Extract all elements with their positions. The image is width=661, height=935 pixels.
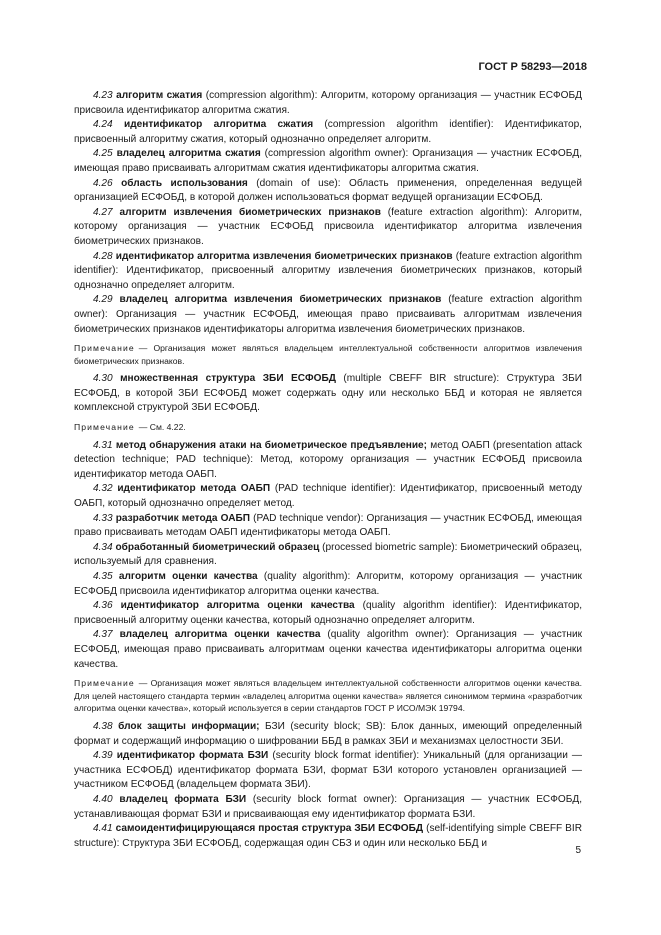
term-number: 4.39 — [93, 750, 117, 762]
term-entry — [74, 147, 582, 176]
term-name: идентификатор формата БЗИ — [116, 750, 269, 762]
note-label: Примечание — [74, 678, 135, 689]
note-text: — Организация может являться владельцем интеллектуальной собственности алгоритмов извлечения биометрических признаков. — [74, 343, 582, 366]
term-name: идентификатор метода ОАБП — [117, 483, 271, 495]
term-name: владелец алгоритма оценки качества — [119, 629, 321, 641]
term-number: 4.24 — [93, 119, 124, 131]
term-name: идентификатор алгоритма извлечения биометрических признаков — [115, 250, 453, 262]
term-name: алгоритм извлечения биометрических признаков — [119, 206, 381, 218]
term-entry — [74, 118, 582, 147]
term-entry — [74, 89, 582, 118]
term-definition: (domain of use): Область применения, определенная ведущей организацией ЕСФОБД, в которой должен использоваться формат ведущей организации ЕСФОБД. — [74, 177, 582, 204]
term-entry — [74, 793, 582, 822]
term-definition: (quality algorithm identifier): Идентификатор, присвоенный алгоритму оценки качества, который однозначно определяет алгоритм. — [74, 600, 582, 626]
term-definition: (PAD technique vendor): Организация — участник ЕСФОБД, имеющая право присваивать методам ОАБП идентификаторы метода ОАБП. — [74, 512, 582, 539]
term-definition: (feature extraction algorithm identifier): Идентификатор, присвоенный алгоритму извлечения биометрических признаков, который однозначно определяет алгоритм. — [74, 250, 582, 291]
term-definition: (compression algorithm identifier): Идентификатор, присвоенный алгоритму сжатия, который однозначно определяет алгоритм. — [74, 119, 582, 145]
term-name: область использования — [121, 177, 248, 189]
note — [74, 421, 582, 434]
term-name: самоидентифицирующаяся простая структура ЗБИ ЕСФОБД — [115, 823, 424, 835]
term-definition: (multiple CBEFF BIR structure): Структура ЗБИ ЕСФОБД, в которой ЗБИ ЕСФОБД может содержать одну или несколько ББД и которая не является комплексной структурой ЗБИ ЕСФОБД. — [74, 373, 582, 414]
term-entry — [74, 206, 582, 250]
note — [74, 677, 582, 715]
term-number: 4.41 — [93, 823, 116, 835]
document-code: ГОСТ Р 58293—2018 — [478, 61, 587, 73]
term-entry — [74, 439, 582, 483]
term-definition: метод ОАБП (presentation attack detection technique; PAD technique): Метод, которому организация — участник ЕСФОБД присвоила идентификатор метода ОАБП. — [74, 439, 582, 480]
term-definition: (security block format identifier): Уникальный (для организации — участника ЕСФОБД) идентификатор формата БЗИ, формат БЗИ которого установлен организацией — участником ЕСФОБД (владельцем формата ЗБИ). — [74, 750, 582, 791]
term-entry — [74, 541, 582, 570]
term-number: 4.32 — [93, 483, 118, 495]
term-name: владелец формата БЗИ — [119, 793, 247, 805]
term-entry — [74, 628, 582, 672]
term-name: блок защиты информации; — [118, 720, 260, 732]
term-entry — [74, 599, 582, 628]
note-text: — См. 4.22. — [138, 422, 186, 433]
term-name: владелец алгоритма извлечения биометрических признаков — [119, 294, 442, 306]
term-entry — [74, 482, 582, 511]
term-name: разработчик метода ОАБП — [115, 512, 251, 524]
term-entry — [74, 822, 582, 851]
term-definition: (feature extraction algorithm): Алгоритм, которому организация — участник ЕСФОБД присвоила идентификатор алгоритма извлечения биометрических признаков. — [74, 206, 583, 247]
term-number: 4.27 — [93, 206, 120, 218]
term-definition: (security block format owner): Организация — участник ЕСФОБД, устанавливающая формат БЗИ и присваивающая ему идентификатор формата БЗИ. — [74, 793, 583, 820]
term-entry — [74, 250, 582, 294]
term-number: 4.33 — [93, 512, 116, 524]
term-number: 4.29 — [93, 294, 120, 306]
term-entry — [74, 177, 582, 206]
term-name: множественная структура ЗБИ ЕСФОБД — [120, 373, 336, 385]
term-number: 4.28 — [93, 250, 116, 262]
note-label: Примечание — [74, 422, 135, 433]
term-entry — [74, 512, 582, 541]
term-name: обработанный биометрический образец — [115, 541, 320, 553]
term-name: идентификатор алгоритма оценки качества — [120, 600, 355, 612]
term-number: 4.36 — [93, 600, 121, 612]
term-definition: (processed biometric sample): Биометрический образец, используемый для сравнения. — [74, 541, 583, 568]
note-label: Примечание — [74, 343, 135, 354]
term-definition: (feature extraction algorithm owner): Организация — участник ЕСФОБД, имеющая право присваивать алгоритмам извлечения биометрических признаков идентификаторы алгоритма извлечения биометрических признаков. — [74, 294, 582, 335]
term-entry — [74, 372, 582, 416]
term-name: алгоритм сжатия — [116, 90, 203, 101]
term-name: метод обнаружения атаки на биометрическое предъявление; — [115, 439, 428, 451]
note-text: — Организация может являться владельцем интеллектуальной собственности алгоритмов оценки качества. Для целей настоящего стандарта термин «владелец алгоритма оценки качества» является синонимом термина «разработчик алгоритма оценки качества», который используется в серии стандартов ГОСТ Р ИСО/МЭК 19794. — [74, 678, 582, 714]
term-entry — [74, 570, 582, 599]
term-definition: (compression algorithm): Алгоритм, которому организация — участник ЕСФОБД присвоила идентификатор алгоритма сжатия. — [74, 90, 582, 116]
term-number: 4.25 — [93, 148, 117, 160]
term-name: алгоритм оценки качества — [118, 571, 258, 582]
term-entry — [74, 293, 582, 337]
term-number: 4.37 — [93, 629, 120, 641]
term-number: 4.26 — [93, 177, 122, 189]
term-definition: (PAD technique identifier): Идентификатор, присвоенный методу ОАБП, который однозначно определяет метод. — [74, 483, 583, 510]
term-definition: (self-identifying simple CBEFF BIR structure): Структура ЗБИ ЕСФОБД, содержащая один СБЗ и один или несколько ББД и — [74, 823, 582, 849]
term-definition: (quality algorithm owner): Организация — участник ЕСФОБД, имеющая право присваивать алгоритмам оценки качества идентификаторы алгоритма оценки качества. — [74, 629, 582, 670]
term-number: 4.40 — [93, 793, 120, 805]
term-definition: (quality algorithm): Алгоритм, которому организация — участник ЕСФОБД присвоила идентификатор алгоритма оценки качества. — [74, 571, 582, 597]
term-number: 4.35 — [93, 571, 119, 582]
term-number: 4.34 — [93, 541, 116, 553]
term-definition: (compression algorithm owner): Организация — участник ЕСФОБД, имеющая право присваивать алгоритмам сжатия идентификаторы алгоритма сжатия. — [74, 148, 582, 174]
page-number: 5 — [575, 845, 581, 856]
note — [74, 342, 582, 367]
term-entry — [74, 749, 582, 793]
term-number: 4.31 — [93, 439, 116, 451]
term-number: 4.38 — [93, 720, 119, 732]
term-name: владелец алгоритма сжатия — [116, 148, 261, 160]
term-entry — [74, 720, 582, 749]
term-definition: БЗИ (security block; SB): Блок данных, имеющий определенный формат и содержащий информацию о шифровании ББД в рамках ЗБИ и механизмах целостности ЗБИ. — [74, 720, 582, 747]
term-name: идентификатор алгоритма сжатия — [124, 119, 314, 131]
term-number: 4.23 — [93, 90, 117, 101]
term-number: 4.30 — [93, 373, 121, 385]
document-body — [74, 89, 582, 851]
